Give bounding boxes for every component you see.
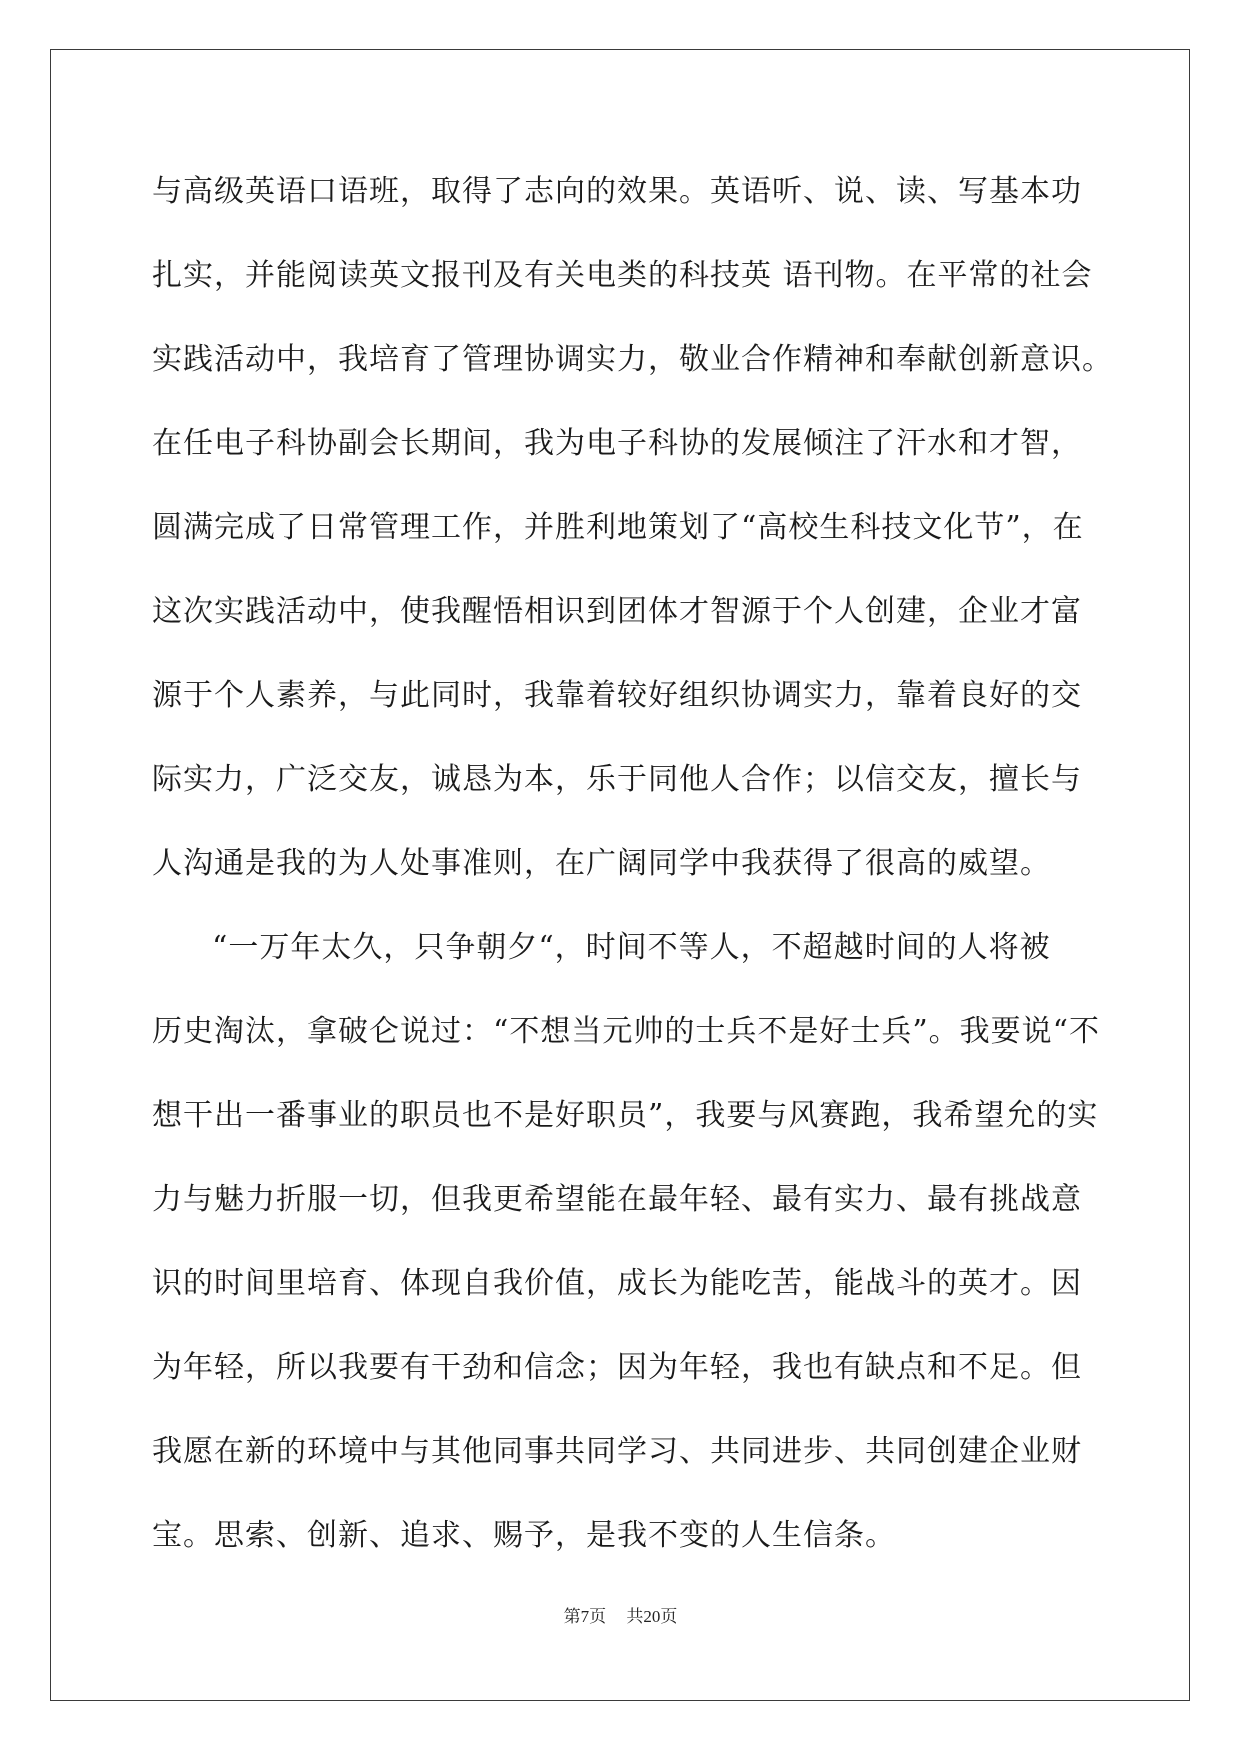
text-line: 为年轻，所以我要有干劲和信念；因为年轻，我也有缺点和不足。但 bbox=[152, 1350, 1082, 1385]
text-line: 源于个人素养，与此同时，我靠着较好组织协调实力，靠着良好的交 bbox=[152, 678, 1082, 713]
text-line: 这次实践活动中，使我醒悟相识到团体才智源于个人创建，企业才富 bbox=[152, 594, 1082, 629]
text-line: 识的时间里培育、体现自我价值，成长为能吃苦，能战斗的英才。因 bbox=[152, 1266, 1082, 1301]
page-number-total: 共20页 bbox=[626, 1607, 678, 1626]
text-line: 历史淘汰，拿破仑说过：“不想当元帅的士兵不是好士兵”。我要说“不 bbox=[152, 1014, 1101, 1049]
paragraph-first-line: “一万年太久，只争朝夕“，时间不等人，不超越时间的人将被 bbox=[212, 930, 1051, 965]
text-line: 际实力，广泛交友，诚恳为本，乐于同他人合作；以信交友，擅长与 bbox=[152, 762, 1082, 797]
text-line: 想干出一番事业的职员也不是好职员”，我要与风赛跑，我希望允的实 bbox=[152, 1098, 1099, 1133]
page-number-current: 第7页 bbox=[563, 1607, 607, 1626]
text-line: 在任电子科协副会长期间，我为电子科协的发展倾注了汗水和才智， bbox=[152, 426, 1082, 461]
text-line: 与高级英语口语班，取得了志向的效果。英语听、说、读、写基本功 bbox=[152, 174, 1082, 209]
text-line: 力与魅力折服一切，但我更希望能在最年轻、最有实力、最有挑战意 bbox=[152, 1182, 1082, 1217]
text-line: 宝。思索、创新、追求、赐予，是我不变的人生信条。 bbox=[152, 1518, 896, 1553]
page-footer bbox=[0, 1602, 1241, 1627]
text-line: 我愿在新的环境中与其他同事共同学习、共同进步、共同创建企业财 bbox=[152, 1434, 1082, 1469]
document-body bbox=[152, 150, 1113, 1578]
text-line: 扎实，并能阅读英文报刊及有关电类的科技英 语刊物。在平常的社会 bbox=[152, 258, 1093, 293]
text-line: 实践活动中，我培育了管理协调实力，敬业合作精神和奉献创新意识。 bbox=[152, 342, 1113, 377]
text-line: 圆满完成了日常管理工作，并胜利地策划了“高校生科技文化节”，在 bbox=[152, 510, 1084, 545]
text-line: 人沟通是我的为人处事准则，在广阔同学中我获得了很高的威望。 bbox=[152, 846, 1051, 881]
